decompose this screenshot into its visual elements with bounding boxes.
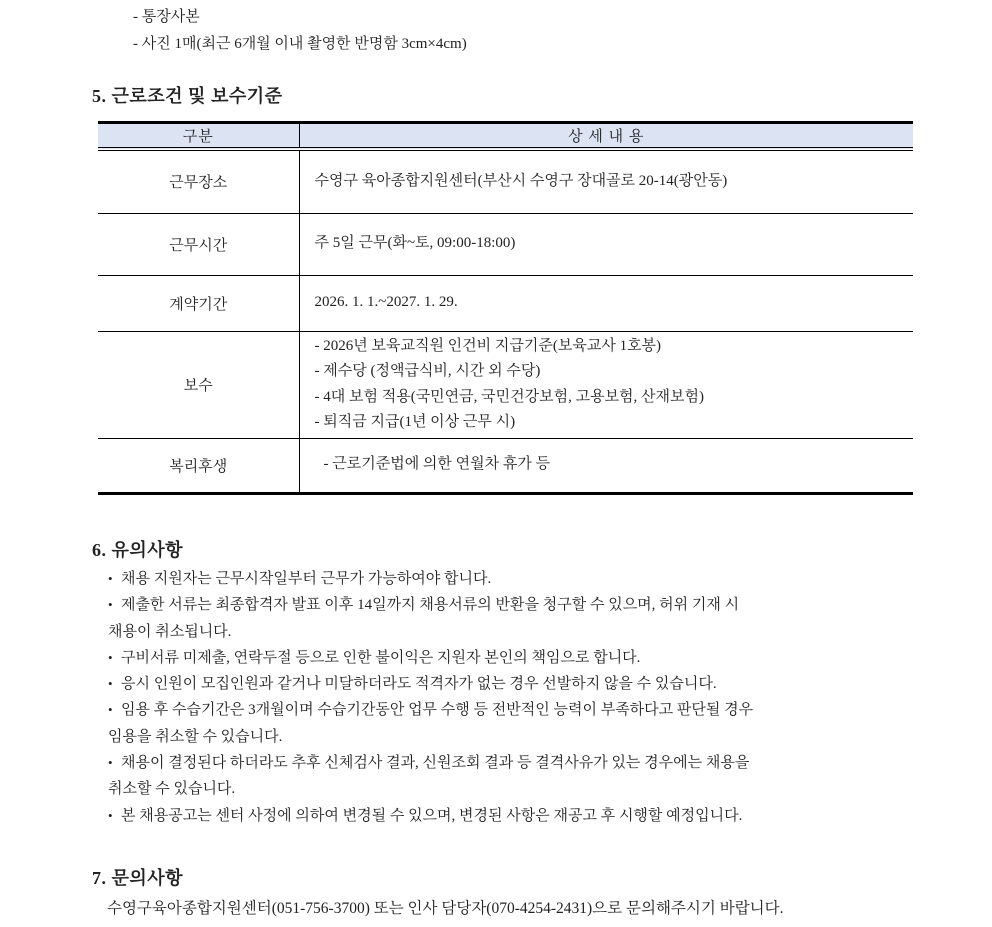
notice-item (92, 697, 753, 723)
notice-item (92, 566, 753, 592)
detail-line: 수영구 육아종합지원센터(부산시 수영구 장대골로 20-14(광안동) (314, 173, 728, 189)
table-header-row (98, 123, 913, 150)
required-documents-list (133, 4, 467, 58)
bullet-icon: • (108, 702, 113, 718)
row-detail (299, 213, 913, 275)
column-header-category: 구분 (98, 123, 299, 150)
bullet-icon: • (108, 807, 113, 823)
notice-text: 구비서류 미제출, 연락두절 등으로 인한 불이익은 지원자 본인의 책임으로 합니다. (121, 649, 641, 666)
row-label: 근무장소 (98, 149, 299, 213)
notice-text: 채용 지원자는 근무시작일부터 근무가 가능하여야 합니다. (121, 571, 492, 587)
row-detail (299, 149, 913, 213)
notice-item (92, 671, 753, 697)
bullet-icon: • (108, 571, 113, 586)
row-label: 보수 (98, 331, 299, 438)
row-detail (299, 331, 913, 438)
notice-text: 채용이 결정된다 하더라도 추후 신체검사 결과, 신원조회 결과 등 결격사유가 있는 경우에는 채용을 (121, 755, 750, 772)
notice-text-continuation: 채용이 취소됩니다. (108, 623, 232, 640)
notice-item (92, 645, 753, 671)
detail-line: - 제수당 (정액급식비, 시간 외 수당) (314, 363, 541, 379)
row-label: 근무시간 (98, 213, 299, 275)
row-label: 복리후생 (98, 438, 299, 493)
detail-line: - 퇴직금 지급(1년 이상 근무 시) (314, 414, 516, 430)
notice-text: 응시 인원이 모집인원과 같거나 미달하더라도 적격자가 없는 경우 선발하지 않을 수 있습니다. (121, 676, 717, 693)
section5-title: 5. 근로조건 및 보수기준 (92, 86, 283, 106)
table-row (98, 331, 913, 438)
bullet-icon: • (108, 649, 113, 665)
section6-title: 6. 유의사항 (92, 540, 184, 560)
table-row (98, 438, 913, 493)
bullet-icon: • (108, 755, 113, 771)
notice-text: 임용 후 수습기간은 3개월이며 수습기간동안 업무 수행 등 전반적인 능력이 부족하다고 판단될 경우 (121, 702, 754, 719)
bullet-icon: • (108, 597, 113, 613)
detail-line: - 2026년 보육교직원 인건비 지급기준(보육교사 1호봉) (314, 337, 662, 354)
row-detail (299, 438, 913, 493)
detail-line: - 4대 보험 적용(국민연금, 국민건강보험, 고용보험, 산재보험) (314, 388, 705, 405)
notice-item (92, 803, 753, 829)
notice-text: 제출한 서류는 최종합격자 발표 이후 14일까지 채용서류의 반환을 청구할 수 있으며, 허위 기재 시 (121, 597, 740, 614)
detail-line: - 근로기준법에 의한 연월차 휴가 등 (323, 456, 551, 473)
notice-item (92, 592, 753, 618)
contact-info-text: 수영구육아종합지원센터(051-756-3700) 또는 인사 담당자(070-4254-2431)으로 문의해주시기 바랍니다. (107, 900, 784, 917)
bullet-icon: • (108, 676, 113, 692)
table-row (98, 149, 913, 213)
row-detail (299, 275, 913, 331)
list-item: - 통장사본 (133, 9, 200, 25)
detail-line: 주 5일 근무(화~토, 09:00-18:00) (314, 235, 516, 252)
notice-text-continuation: 임용을 취소할 수 있습니다. (108, 728, 283, 745)
table-row (98, 213, 913, 275)
notice-text: 본 채용공고는 센터 사정에 의하여 변경될 수 있으며, 변경된 사항은 재공고 후 시행할 예정입니다. (121, 807, 743, 824)
table-row (98, 275, 913, 331)
notice-item (92, 750, 753, 776)
section7-title: 7. 문의사항 (92, 868, 184, 888)
notice-text-continuation: 취소할 수 있습니다. (108, 781, 236, 798)
work-conditions-table (98, 121, 913, 495)
detail-line: 2026. 1. 1.~2027. 1. 29. (314, 294, 458, 311)
row-label: 계약기간 (98, 275, 299, 331)
list-item: - 사진 1매(최근 6개월 이내 촬영한 반명함 3cm×4cm) (133, 36, 467, 52)
notices-list (92, 566, 753, 829)
column-header-detail: 상 세 내 용 (299, 123, 913, 150)
